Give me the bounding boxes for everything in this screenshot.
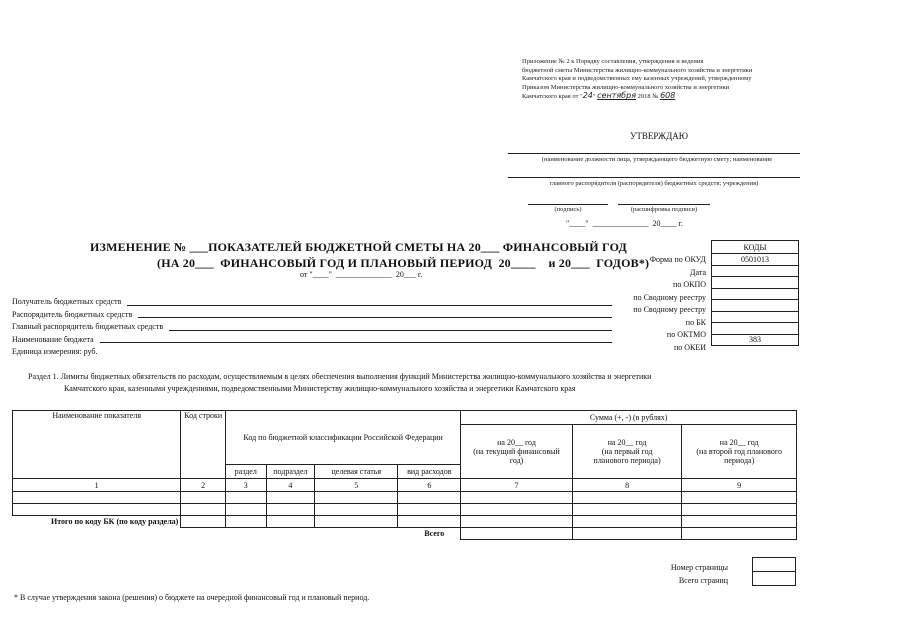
- header-year-3: [682, 425, 797, 479]
- total-bk-label: Итого по коду БК (по коду раздела): [13, 516, 181, 528]
- year-3-l1: на 20__ год: [719, 438, 759, 447]
- col-number: 6: [398, 479, 461, 492]
- label-date: Дата: [690, 267, 706, 277]
- col-number: 5: [315, 479, 398, 492]
- field-input[interactable]: [138, 309, 612, 319]
- label-okpo: по ОКПО: [673, 280, 706, 289]
- form-title: ИЗМЕНЕНИЕ № ___ПОКАЗАТЕЛЕЙ БЮДЖЕТНОЙ СМЕТЫ НА 20___ ФИНАНСОВЫЙ ГОД: [90, 240, 627, 254]
- table-row[interactable]: [13, 492, 797, 504]
- approve-caption-2: главного распорядителя (распорядителя) бюджетных средств; учреждения): [549, 180, 759, 187]
- fields-block: [12, 296, 612, 359]
- total-row: [13, 528, 797, 540]
- total-bk-row: [13, 516, 797, 528]
- approve-title: УТВЕРЖДАЮ: [630, 131, 689, 141]
- year-1-l2: (на текущий финансовый: [473, 447, 560, 456]
- sign-caption: (подпись): [554, 206, 582, 213]
- code-registry-1[interactable]: [712, 288, 799, 300]
- handwritten-date: 24: [582, 91, 593, 101]
- header-name: Наименование показателя: [13, 411, 181, 479]
- field-label: Главный распорядитель бюджетных средств: [12, 322, 164, 332]
- codes-labels: [600, 254, 706, 354]
- header-year-2: [572, 425, 682, 479]
- field-label: Получатель бюджетных средств: [12, 297, 122, 306]
- code-registry-2[interactable]: [712, 300, 799, 312]
- col-number: 4: [266, 479, 315, 492]
- field-recipient: [12, 296, 612, 309]
- field-input[interactable]: [169, 321, 612, 331]
- approve-line-1: [508, 153, 800, 154]
- label-registry-1: по Сводному реестру: [633, 292, 706, 302]
- appendix-date-line: [522, 92, 802, 102]
- appendix-line: бюджетной сметы Министерства жилищно-коммунального хозяйства и энергетики: [522, 66, 753, 74]
- page-labels: [620, 561, 728, 587]
- section-line-1: Раздел 1. Лимиты бюджетных обязательств по расходам, осуществляемым в целях обеспечения выполнения функций Министерства жилищно-коммунального хозяйства и энергетики: [28, 372, 652, 381]
- footnote: * В случае утверждения закона (решения) о бюджете на очередной финансовый год и плановый период.: [14, 593, 370, 602]
- col-number: 9: [682, 479, 797, 492]
- field-unit: Единица измерения: руб.: [12, 347, 98, 357]
- col-number: 8: [572, 479, 682, 492]
- codes-table: [711, 240, 799, 346]
- sign-line: [528, 204, 608, 205]
- appendix-line: 2018 №: [637, 93, 659, 101]
- col-number: 2: [181, 479, 226, 492]
- handwritten-month: сентября: [597, 91, 637, 101]
- year-2-l3: планового периода): [593, 456, 661, 465]
- total-label: Всего: [13, 528, 461, 540]
- sign-decoding-line: [618, 204, 710, 205]
- code-okud: 0501013: [712, 254, 799, 266]
- code-okpo[interactable]: [712, 277, 799, 289]
- year-3-l2: (на второй год планового: [696, 447, 782, 456]
- section-line-2: Камчатского края, казенными учреждениями, подведомственными Министерству жилищно-коммунального хозяйства и энергетики Камчатского края: [64, 384, 576, 393]
- approve-line-2: [508, 177, 800, 178]
- year-3-l3: периода): [724, 456, 755, 465]
- label-okei: по ОКЕИ: [673, 342, 706, 352]
- field-input[interactable]: [100, 334, 612, 344]
- appendix-block: [522, 58, 802, 102]
- codes-header: КОДЫ: [712, 241, 799, 254]
- label-okud: Форма по ОКУД: [649, 255, 706, 264]
- header-expense-type: вид расходов: [398, 465, 461, 479]
- page-number-label: Номер страницы: [670, 563, 728, 572]
- field-label: Наименование бюджета: [12, 334, 94, 344]
- form-date: от "____" ______________ 20___ г.: [300, 270, 423, 279]
- col-number: 1: [13, 479, 181, 492]
- field-label: Распорядитель бюджетных средств: [12, 309, 133, 319]
- header-subsection: подраздел: [266, 465, 315, 479]
- code-date[interactable]: [712, 265, 799, 277]
- year-2-l1: на 20__ год: [607, 438, 647, 447]
- total-pages-box[interactable]: [752, 571, 796, 586]
- field-budget-name: [12, 334, 612, 347]
- field-input[interactable]: [127, 296, 612, 306]
- limits-table: [12, 410, 797, 540]
- field-manager: [12, 309, 612, 322]
- header-bk: Код по бюджетной классификации Российской Федерации: [225, 411, 460, 465]
- appendix-line: ": [592, 93, 596, 101]
- field-chief-manager: [12, 321, 612, 334]
- year-1-l3: год): [509, 456, 524, 465]
- header-target: целевая статья: [315, 465, 398, 479]
- year-1-l1: на 20__ год: [497, 438, 536, 447]
- code-okei: 383: [712, 334, 799, 346]
- header-sum: Сумма (+, -) (в рублях): [461, 411, 797, 425]
- year-2-l2: (на первый год: [601, 447, 653, 456]
- code-bk[interactable]: [712, 311, 799, 323]
- label-bk: по БК: [685, 317, 706, 327]
- form-subtitle: (НА 20___ ФИНАНСОВЫЙ ГОД И ПЛАНОВЫЙ ПЕРИОД 20____ и 20___ ГОДОВ*): [157, 256, 650, 270]
- handwritten-number: 608: [660, 91, 676, 101]
- sign-decoding-caption: (расшифровка подписи): [630, 206, 698, 213]
- appendix-line: Приложение № 2 к Порядку составления, утверждения и ведения: [522, 58, 704, 65]
- section-title: [28, 371, 828, 395]
- label-oktmo: по ОКТМО: [666, 330, 706, 339]
- total-pages-label: Всего страниц: [678, 576, 728, 585]
- col-number: 7: [461, 479, 573, 492]
- header-code: Код строки: [181, 411, 226, 479]
- appendix-line: Камчатского края от ": [522, 93, 583, 101]
- approve-date: "____" ______________ 20____ г.: [566, 219, 683, 228]
- approve-caption-1: (наименование должности лица, утверждающего бюджетную смету; наименование: [541, 156, 773, 163]
- label-registry-2: по Сводному реестру: [633, 305, 706, 314]
- page-number-box[interactable]: [752, 557, 796, 572]
- table-row[interactable]: [13, 504, 797, 516]
- header-year-1: [461, 425, 573, 479]
- col-number: 3: [225, 479, 266, 492]
- code-oktmo[interactable]: [712, 323, 799, 335]
- appendix-line: Приказом Министерства жилищно-коммунального хозяйства и энергетики: [522, 83, 730, 91]
- header-section: раздел: [225, 465, 266, 479]
- appendix-line: Камчатского края и подведомственных ему казенных учреждений, утвержденному: [522, 75, 752, 83]
